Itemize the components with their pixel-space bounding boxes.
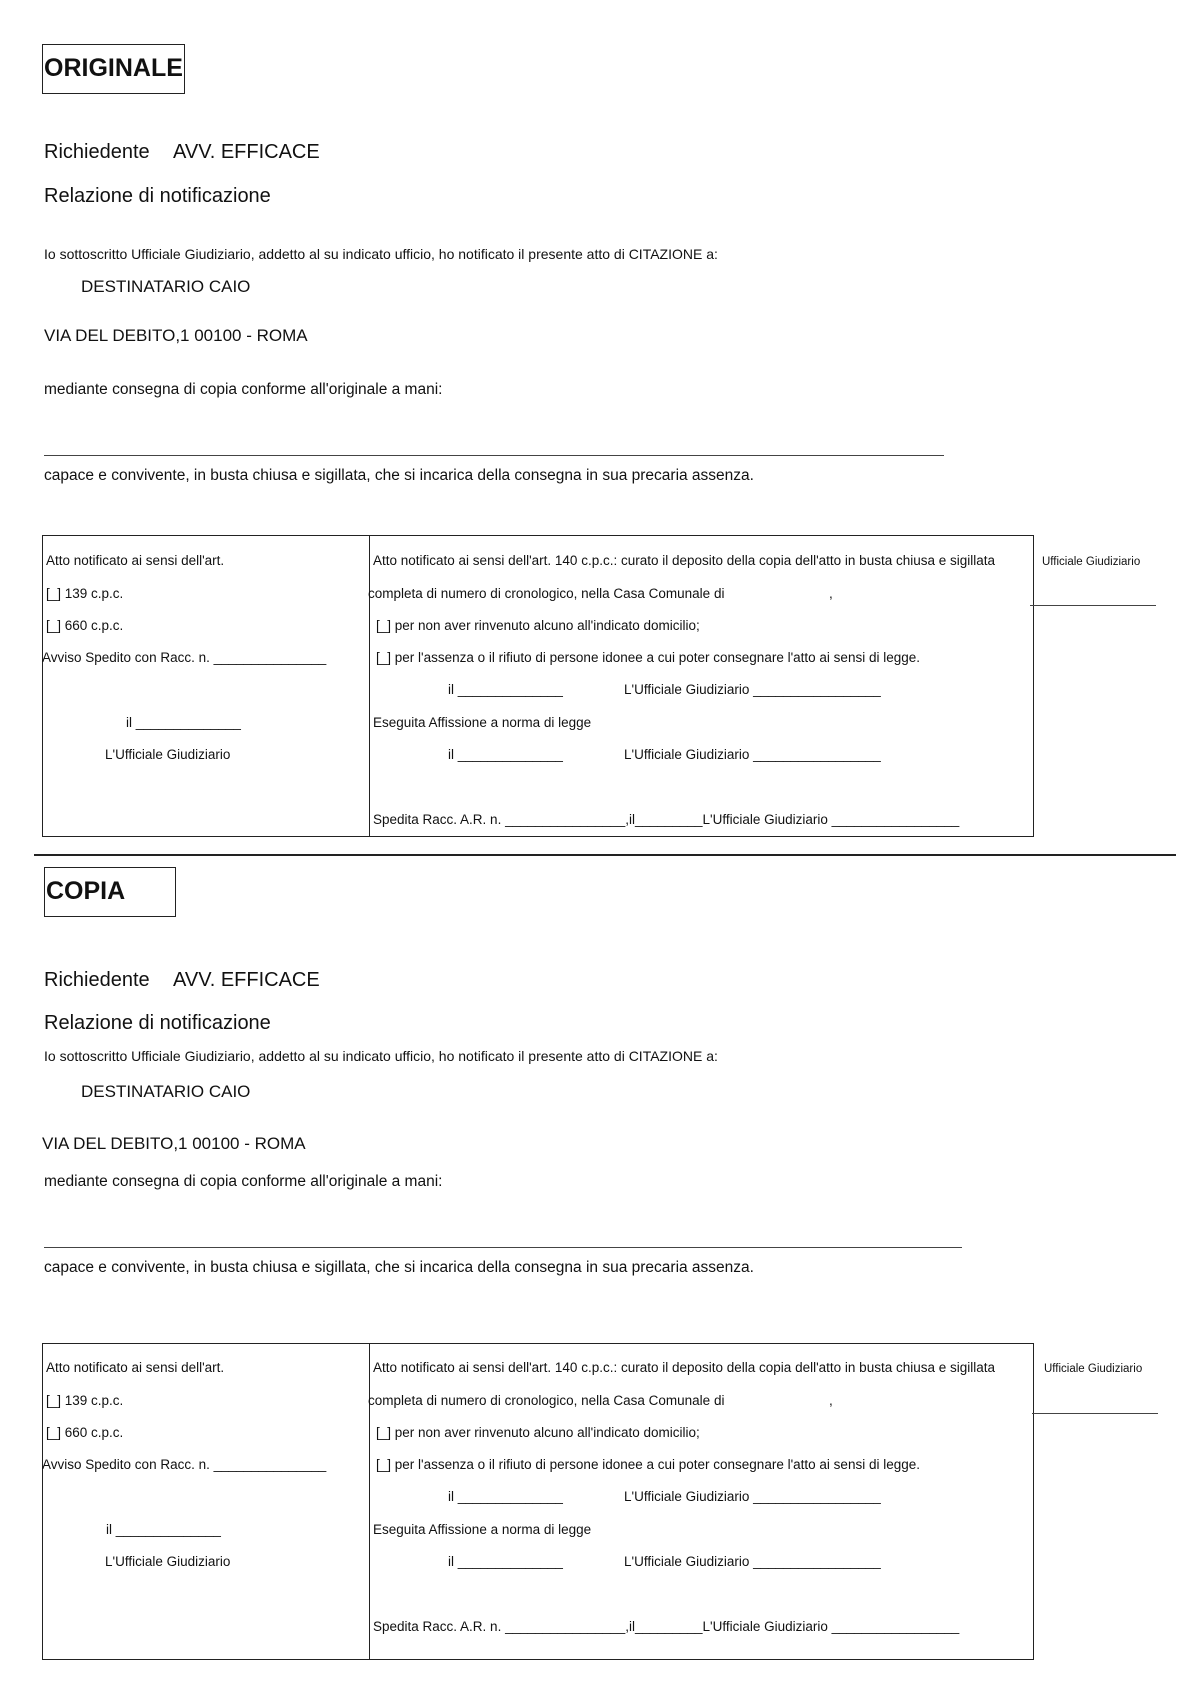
richiedente-value: AVV. EFFICACE <box>173 969 320 991</box>
side-ufficiale-label: Ufficiale Giudiziario <box>1044 1363 1143 1375</box>
richiedente-value: AVV. EFFICACE <box>173 141 320 163</box>
checkbox-660[interactable]: [_] 660 c.p.c. <box>46 1425 124 1440</box>
indirizzo: VIA DEL DEBITO,1 00100 - ROMA <box>42 1134 306 1153</box>
right-ufficiale-1: L'Ufficiale Giudiziario _________________ <box>624 682 881 697</box>
section-badge-originale: ORIGINALE <box>42 44 185 94</box>
right-ufficiale-2: L'Ufficiale Giudiziario _________________ <box>624 747 881 762</box>
art140-line2: completa di numero di cronologico, nella Casa Comunale di <box>368 586 725 601</box>
checkbox-139[interactable]: [_] 139 c.p.c. <box>46 1393 124 1408</box>
checkbox-660[interactable]: [_] 660 c.p.c. <box>46 618 124 633</box>
spedita-racc: Spedita Racc. A.R. n. ________________,il_________L'Ufficiale Giudiziario _________________ <box>373 812 960 827</box>
recipient-name-line <box>44 1247 962 1248</box>
left-col-header: Atto notificato ai sensi dell'art. <box>46 1360 225 1375</box>
avviso-spedito: Avviso Spedito con Racc. n. _______________ <box>42 650 327 665</box>
right-il-date-2: il ______________ <box>448 747 563 762</box>
right-ufficiale-2: L'Ufficiale Giudiziario _________________ <box>624 1554 881 1569</box>
right-il-date-1: il ______________ <box>448 1489 563 1504</box>
spedita-racc: Spedita Racc. A.R. n. ________________,il_________L'Ufficiale Giudiziario _________________ <box>373 1619 960 1634</box>
relazione-heading: Relazione di notificazione <box>44 185 271 207</box>
notification-statement: Io sottoscritto Ufficiale Giudiziario, addetto al su indicato ufficio, ho notificato il presente atto di CITAZIONE a: <box>44 1048 718 1064</box>
mediante-text: mediante consegna di copia conforme all'originale a mani: <box>44 381 443 398</box>
notification-statement: Io sottoscritto Ufficiale Giudiziario, addetto al su indicato ufficio, ho notificato il presente atto di CITAZIONE a: <box>44 246 718 262</box>
checkbox-non-rinvenuto[interactable]: [_] per non aver rinvenuto alcuno all'indicato domicilio; <box>376 1425 700 1440</box>
section-badge-copia: COPIA <box>44 867 176 917</box>
art140-line1: Atto notificato ai sensi dell'art. 140 c.p.c.: curato il deposito della copia dell'atto in busta chiusa e sigillata <box>373 553 996 568</box>
casa-comunale-comma: , <box>829 1393 833 1408</box>
left-ufficiale: L'Ufficiale Giudiziario <box>105 1554 231 1569</box>
left-il-date: il ______________ <box>106 1522 221 1537</box>
mediante-text: mediante consegna di copia conforme all'originale a mani: <box>44 1173 443 1190</box>
casa-comunale-comma: , <box>829 586 833 601</box>
checkbox-assenza[interactable]: [_] per l'assenza o il rifiuto di persone idonee a cui poter consegnare l'atto ai sensi di legge. <box>376 1457 920 1472</box>
capace-text: capace e convivente, in busta chiusa e sigillata, che si incarica della consegna in sua precaria assenza. <box>44 1259 754 1276</box>
left-col-header: Atto notificato ai sensi dell'art. <box>46 553 225 568</box>
affissione: Eseguita Affissione a norma di legge <box>373 1522 592 1537</box>
richiedente-label: Richiedente <box>44 969 150 991</box>
destinatario: DESTINATARIO CAIO <box>81 277 251 296</box>
checkbox-139[interactable]: [_] 139 c.p.c. <box>46 586 124 601</box>
checkbox-assenza[interactable]: [_] per l'assenza o il rifiuto di persone idonee a cui poter consegnare l'atto ai sensi di legge. <box>376 650 920 665</box>
section-separator <box>34 854 1176 856</box>
right-ufficiale-1: L'Ufficiale Giudiziario _________________ <box>624 1489 881 1504</box>
art140-line2: completa di numero di cronologico, nella Casa Comunale di <box>368 1393 725 1408</box>
side-signature-line <box>1032 1413 1158 1414</box>
left-il-date: il ______________ <box>126 715 241 730</box>
checkbox-non-rinvenuto[interactable]: [_] per non aver rinvenuto alcuno all'indicato domicilio; <box>376 618 700 633</box>
art140-line1: Atto notificato ai sensi dell'art. 140 c.p.c.: curato il deposito della copia dell'atto in busta chiusa e sigillata <box>373 1360 996 1375</box>
right-il-date-2: il ______________ <box>448 1554 563 1569</box>
right-il-date-1: il ______________ <box>448 682 563 697</box>
recipient-name-line <box>44 455 944 456</box>
affissione: Eseguita Affissione a norma di legge <box>373 715 592 730</box>
indirizzo: VIA DEL DEBITO,1 00100 - ROMA <box>44 326 308 345</box>
left-ufficiale: L'Ufficiale Giudiziario <box>105 747 231 762</box>
destinatario: DESTINATARIO CAIO <box>81 1082 251 1101</box>
side-signature-line <box>1030 605 1156 606</box>
relazione-heading: Relazione di notificazione <box>44 1012 271 1034</box>
side-ufficiale-label: Ufficiale Giudiziario <box>1042 556 1141 568</box>
avviso-spedito: Avviso Spedito con Racc. n. _______________ <box>42 1457 327 1472</box>
capace-text: capace e convivente, in busta chiusa e sigillata, che si incarica della consegna in sua precaria assenza. <box>44 467 754 484</box>
richiedente-label: Richiedente <box>44 141 150 163</box>
